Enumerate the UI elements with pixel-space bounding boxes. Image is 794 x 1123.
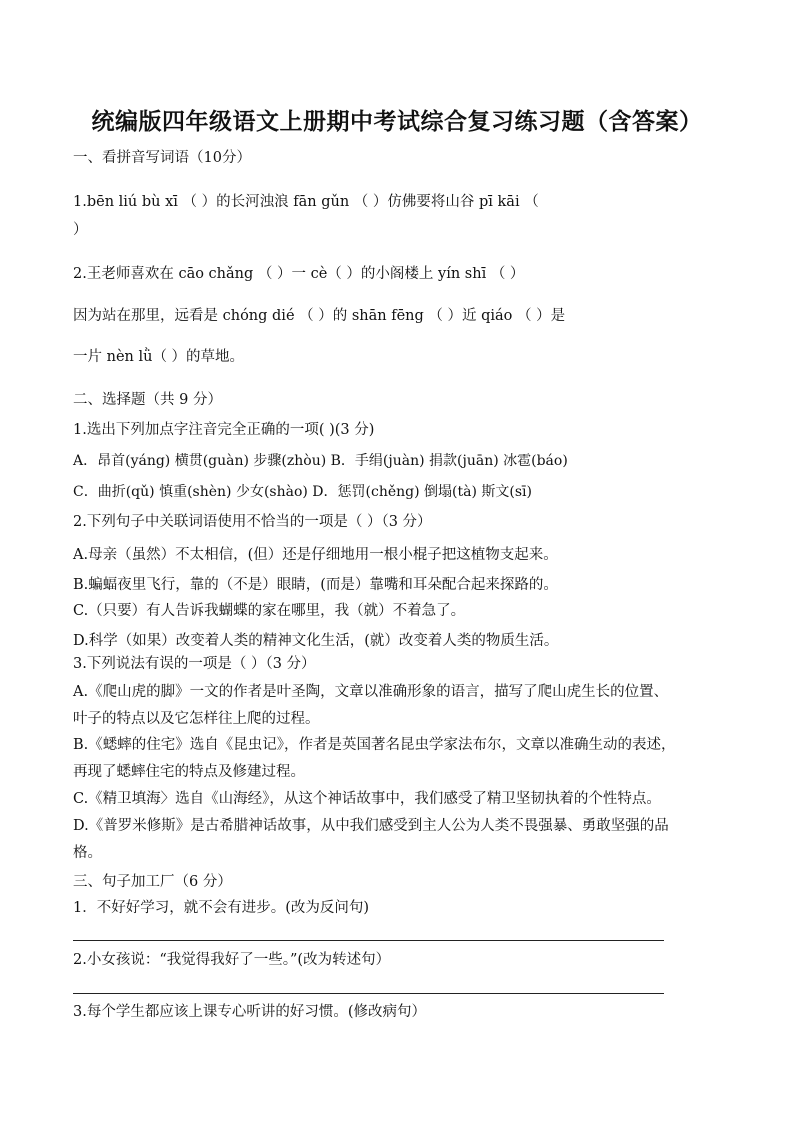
answer-option: B.蝙蝠夜里飞行，靠的（不是）眼睛，(而是）靠嘴和耳朵配合起来探路的。 (73, 577, 558, 593)
question-text: 3.每个学生都应该上课专心听讲的好习惯。(修改病句） (73, 1004, 426, 1020)
page-title: 统编版四年级语文上册期中考试综合复习练习题（含答案） (91, 108, 703, 135)
answer-line (73, 940, 664, 941)
answer-option: 格。 (73, 845, 102, 861)
question-text: 2.王老师喜欢在 cāo chǎng （ ）一 cè（ ）的小阁楼上 yín shī （ ） (73, 266, 525, 282)
section1-heading: 一、看拼音写词语（10分） (73, 150, 251, 166)
section2-heading: 二、选择题（共 9 分） (73, 392, 222, 408)
question-text: 因为站在那里，远看是 chóng dié （ ）的 shān fēng （ ）近 qiáo （ ）是 (73, 308, 566, 324)
answer-option: C.《精卫填海〉选自《山海经》，从这个神话故事中，我们感受了精卫坚韧执着的个性特点。 (73, 791, 661, 807)
question-text: 1．不好好学习，就不会有进步。(改为反问句) (73, 900, 370, 916)
answer-option: 叶子的特点以及它怎样往上爬的过程。 (73, 711, 320, 727)
section3-heading: 三、句子加工厂（6 分） (73, 874, 232, 890)
answer-line (73, 993, 664, 994)
answer-option: 再现了蟋蟀住宅的特点及修建过程。 (73, 764, 305, 780)
question-text: 2.下列句子中关联词语使用不恰当的一项是（ ）（3 分） (73, 514, 432, 530)
answer-option: D.《普罗米修斯》是古希腊神话故事，从中我们感受到主人公为人类不畏强暴、勇敢坚强的品 (73, 818, 669, 834)
answer-option: C．曲折(qǔ) 慎重(shèn) 少女(shào) D．惩罚(chěng) 倒塌(tà) 斯文(sī) (73, 484, 532, 500)
answer-option: D.科学（如果）改变着人类的精神文化生活，(就）改变着人类的物质生活。 (73, 633, 559, 649)
answer-option: A．昂首(yáng) 横贯(guàn) 步骤(zhòu) B．手绢(juàn) 捐款(juān) 冰雹(báo) (73, 453, 568, 469)
answer-option: A.《爬山虎的脚》一文的作者是叶圣陶，文章以准确形象的语言，描写了爬山虎生长的位置、 (73, 684, 669, 700)
question-text: 一片 nèn lǜ（ ）的草地。 (73, 349, 245, 365)
question-text: ） (73, 222, 88, 238)
question-text: 2.小女孩说：“我觉得我好了一些。”(改为转述句） (73, 952, 391, 968)
answer-option: C.（只要）有人告诉我蝴蝶的家在哪里，我（就）不着急了。 (73, 603, 466, 619)
answer-option: A.母亲（虽然）不太相信，(但）还是仔细地用一根小棍子把这植物支起来。 (73, 547, 558, 563)
question-text: 3.下列说法有误的一项是（ ）（3 分） (73, 656, 316, 672)
answer-option: B.《蟋蟀的住宅》选自《昆虫记》，作者是英国著名昆虫学家法布尔，文章以准确生动的表述， (73, 737, 676, 753)
question-text: 1.bēn liú bù xī （ ）的长河浊浪 fān gǔn （ ）仿佛要将山谷 pī kāi （ (73, 194, 539, 210)
question-text: 1.选出下列加点字注音完全正确的一项( )(3 分) (73, 422, 375, 438)
